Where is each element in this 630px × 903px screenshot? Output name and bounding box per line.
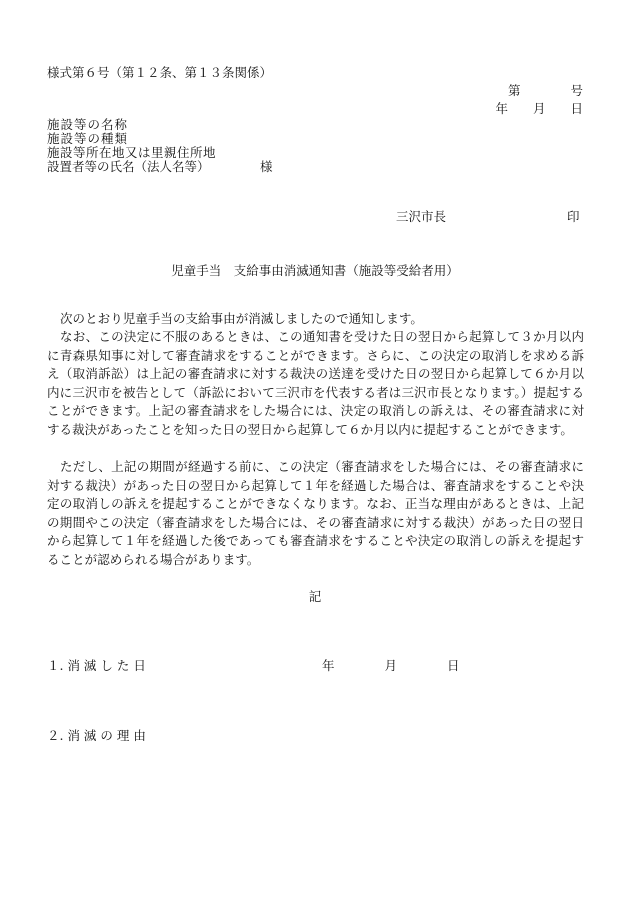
form-number: 様式第６号（第１２条、第１３条関係） xyxy=(47,65,273,80)
body-paragraph-3: ただし、上記の期間が経過する前に、この決定（審査請求をした場合には、その審査請求に対する裁決）があった日の翌日から起算して１年を経過した場合は、審査請求をすることや決定の取消しの訴えを提起することができなくなります。なお、正当な理由があるときは、上記の期間やこの決定（審査請求をした場合には、その審査請求に対する裁決）があった日の翌日から起算して１年を経過した後であっても審査請求をすることや決定の取消しの訴えを提起することが認められる場合があります。 xyxy=(47,459,584,567)
item-date-label: １. 消 滅 し た 日 xyxy=(47,658,146,673)
document-date: 年 月 日 xyxy=(495,101,583,116)
founder-name-label: 設置者等の氏名（法人名等） xyxy=(47,159,210,174)
document-number: 第 号 xyxy=(507,83,583,98)
item-reason-label: ２. 消 滅 の 理 由 xyxy=(47,728,146,743)
body-paragraph-2: なお、この決定に不服のあるときは、この通知書を受けた日の翌日から起算して３か月以内に青森県知事に対して審査請求をすることができます。さらに、この決定の取消しを求める訴え（取消訴訟）は上記の審査請求に対する裁決の送達を受けた日の翌日から起算して６か月以内に三沢市を被告として（訴訟において三沢市を代表する者は三沢市長となります。）提起することができます。上記の審査請求をした場合には、決定の取消しの訴えは、その審査請求に対する裁決があったことを知った日の翌日から起算して６か月以内に提起することができます。 xyxy=(47,329,584,437)
body-paragraph-1: 次のとおり児童手当の支給事由が消滅しましたので通知します。 xyxy=(60,311,423,326)
issuer-seal: 印 xyxy=(567,209,580,224)
item-date-value: 年 月 日 xyxy=(322,658,460,673)
document-title: 児童手当 支給事由消滅通知書（施設等受給者用） xyxy=(171,263,459,278)
honorific-sama: 様 xyxy=(260,159,273,174)
ki-heading: 記 xyxy=(308,589,322,604)
issuer-name: 三沢市長 xyxy=(396,209,447,224)
facility-type-label: 施設等の種類 xyxy=(47,131,129,146)
facility-name-label: 施設等の名称 xyxy=(47,117,129,132)
facility-address-label: 施設等所在地又は里親住所地 xyxy=(47,145,217,160)
